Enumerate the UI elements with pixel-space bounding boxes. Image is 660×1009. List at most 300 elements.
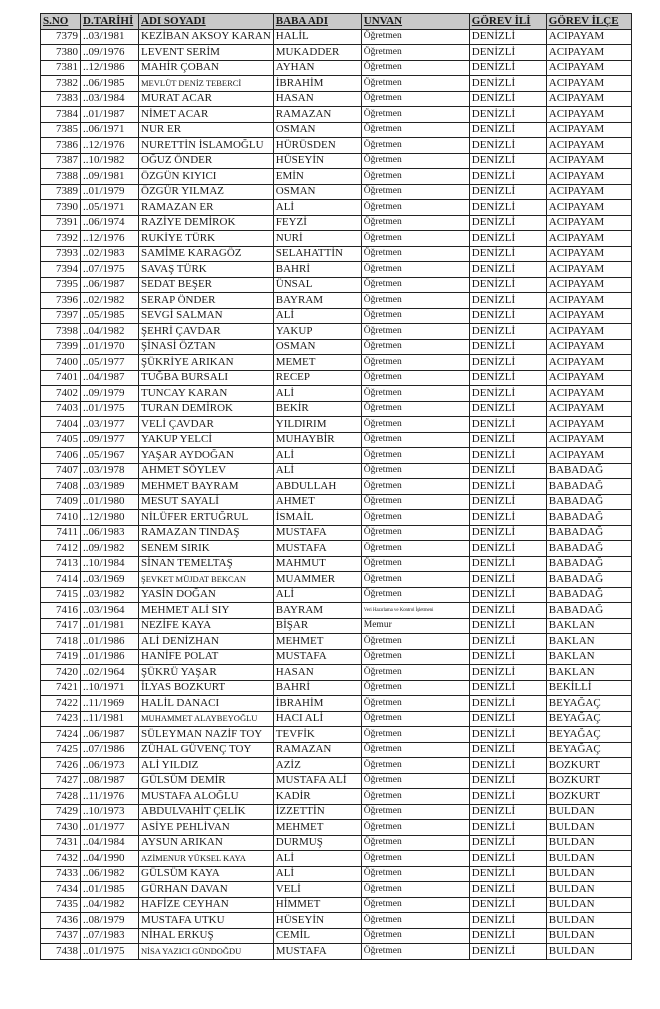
- cell-gorev-ili: DENİZLİ: [469, 804, 546, 820]
- cell-unvan: Öğretmen: [361, 200, 469, 216]
- cell-gorev-ili: DENİZLİ: [469, 138, 546, 154]
- table-row: [41, 45, 632, 61]
- cell-baba-adi: AHMET: [273, 494, 361, 510]
- cell-gorev-ilce: ACIPAYAM: [546, 432, 631, 448]
- cell-gorev-ili: DENİZLİ: [469, 386, 546, 402]
- cell-adi-soyadi: MEVLÜT DENİZ TEBERCİ: [139, 76, 274, 92]
- cell-unvan: Öğretmen: [361, 386, 469, 402]
- cell-gorev-ili: DENİZLİ: [469, 107, 546, 123]
- cell-baba-adi: MUSTAFA: [273, 944, 361, 960]
- cell-unvan: Öğretmen: [361, 587, 469, 603]
- cell-gorev-ilce: ACIPAYAM: [546, 200, 631, 216]
- cell-gorev-ili: DENİZLİ: [469, 308, 546, 324]
- table-row: [41, 308, 632, 324]
- cell-baba-adi: MUSTAFA: [273, 649, 361, 665]
- cell-dogum-tarihi: ..03/1981: [81, 29, 139, 45]
- cell-baba-adi: RAMAZAN: [273, 107, 361, 123]
- cell-baba-adi: SELAHATTİN: [273, 246, 361, 262]
- cell-gorev-ili: DENİZLİ: [469, 820, 546, 836]
- cell-baba-adi: FEYZİ: [273, 215, 361, 231]
- header-gorev-ilce: GÖREV İLÇE: [546, 14, 631, 30]
- cell-adi-soyadi: YASİN DOĞAN: [139, 587, 274, 603]
- cell-baba-adi: VELİ: [273, 882, 361, 898]
- cell-dogum-tarihi: ..12/1976: [81, 138, 139, 154]
- cell-sno: 7401: [41, 370, 81, 386]
- cell-baba-adi: ALİ: [273, 200, 361, 216]
- cell-adi-soyadi: NEZİFE KAYA: [139, 618, 274, 634]
- cell-adi-soyadi: RAMAZAN ER: [139, 200, 274, 216]
- cell-gorev-ilce: BEYAĞAÇ: [546, 742, 631, 758]
- cell-baba-adi: HASAN: [273, 665, 361, 681]
- cell-gorev-ili: DENİZLİ: [469, 122, 546, 138]
- cell-gorev-ili: DENİZLİ: [469, 634, 546, 650]
- cell-gorev-ili: DENİZLİ: [469, 696, 546, 712]
- cell-sno: 7409: [41, 494, 81, 510]
- cell-gorev-ili: DENİZLİ: [469, 153, 546, 169]
- cell-baba-adi: RAMAZAN: [273, 742, 361, 758]
- cell-baba-adi: MEHMET: [273, 820, 361, 836]
- cell-gorev-ilce: ACIPAYAM: [546, 107, 631, 123]
- cell-sno: 7388: [41, 169, 81, 185]
- cell-gorev-ilce: BULDAN: [546, 928, 631, 944]
- cell-sno: 7406: [41, 448, 81, 464]
- cell-unvan: Öğretmen: [361, 184, 469, 200]
- cell-gorev-ili: DENİZLİ: [469, 91, 546, 107]
- cell-gorev-ilce: BEYAĞAÇ: [546, 727, 631, 743]
- cell-gorev-ili: DENİZLİ: [469, 680, 546, 696]
- cell-unvan: Öğretmen: [361, 665, 469, 681]
- table-row: [41, 277, 632, 293]
- cell-dogum-tarihi: ..10/1984: [81, 556, 139, 572]
- cell-dogum-tarihi: ..09/1982: [81, 541, 139, 557]
- table-row: [41, 634, 632, 650]
- cell-dogum-tarihi: ..01/1987: [81, 107, 139, 123]
- cell-baba-adi: İSMAİL: [273, 510, 361, 526]
- cell-gorev-ili: DENİZLİ: [469, 60, 546, 76]
- cell-adi-soyadi: TURAN DEMİROK: [139, 401, 274, 417]
- cell-dogum-tarihi: ..11/1981: [81, 711, 139, 727]
- cell-sno: 7434: [41, 882, 81, 898]
- table-row: [41, 711, 632, 727]
- table-row: [41, 324, 632, 340]
- cell-unvan: Öğretmen: [361, 820, 469, 836]
- cell-unvan: Öğretmen: [361, 479, 469, 495]
- table-row: [41, 603, 632, 619]
- cell-adi-soyadi: MUHAMMET ALAYBEYOĞLU: [139, 711, 274, 727]
- cell-sno: 7391: [41, 215, 81, 231]
- cell-gorev-ilce: ACIPAYAM: [546, 29, 631, 45]
- cell-gorev-ili: DENİZLİ: [469, 277, 546, 293]
- cell-gorev-ilce: BEYAĞAÇ: [546, 711, 631, 727]
- cell-unvan: Öğretmen: [361, 773, 469, 789]
- cell-gorev-ili: DENİZLİ: [469, 789, 546, 805]
- cell-unvan: Öğretmen: [361, 76, 469, 92]
- cell-adi-soyadi: ALİ DENİZHAN: [139, 634, 274, 650]
- table-row: [41, 169, 632, 185]
- cell-baba-adi: BAYRAM: [273, 293, 361, 309]
- cell-dogum-tarihi: ..09/1979: [81, 386, 139, 402]
- cell-sno: 7404: [41, 417, 81, 433]
- cell-baba-adi: ALİ: [273, 308, 361, 324]
- cell-baba-adi: RECEP: [273, 370, 361, 386]
- cell-baba-adi: ALİ: [273, 463, 361, 479]
- cell-dogum-tarihi: ..06/1982: [81, 866, 139, 882]
- cell-unvan: Öğretmen: [361, 231, 469, 247]
- cell-baba-adi: HASAN: [273, 91, 361, 107]
- cell-gorev-ilce: BULDAN: [546, 944, 631, 960]
- cell-gorev-ilce: BABADAĞ: [546, 541, 631, 557]
- cell-gorev-ilce: BULDAN: [546, 866, 631, 882]
- cell-gorev-ili: DENİZLİ: [469, 29, 546, 45]
- cell-dogum-tarihi: ..06/1974: [81, 215, 139, 231]
- table-row: [41, 29, 632, 45]
- cell-unvan: Öğretmen: [361, 370, 469, 386]
- cell-unvan: Öğretmen: [361, 928, 469, 944]
- cell-unvan: Öğretmen: [361, 525, 469, 541]
- header-gorev-ili: GÖREV İLİ: [469, 14, 546, 30]
- cell-gorev-ilce: BABADAĞ: [546, 494, 631, 510]
- cell-sno: 7411: [41, 525, 81, 541]
- cell-gorev-ili: DENİZLİ: [469, 510, 546, 526]
- cell-dogum-tarihi: ..04/1987: [81, 370, 139, 386]
- cell-unvan: Öğretmen: [361, 417, 469, 433]
- cell-adi-soyadi: GÜLSÜM DEMİR: [139, 773, 274, 789]
- cell-dogum-tarihi: ..03/1978: [81, 463, 139, 479]
- cell-sno: 7410: [41, 510, 81, 526]
- cell-adi-soyadi: SÜLEYMAN NAZİF TOY: [139, 727, 274, 743]
- cell-baba-adi: İBRAHİM: [273, 76, 361, 92]
- cell-gorev-ilce: ACIPAYAM: [546, 401, 631, 417]
- cell-gorev-ilce: ACIPAYAM: [546, 324, 631, 340]
- cell-gorev-ilce: BOZKURT: [546, 758, 631, 774]
- cell-unvan: Öğretmen: [361, 804, 469, 820]
- cell-sno: 7402: [41, 386, 81, 402]
- cell-adi-soyadi: ASİYE PEHLİVAN: [139, 820, 274, 836]
- cell-sno: 7414: [41, 572, 81, 588]
- cell-dogum-tarihi: ..03/1969: [81, 572, 139, 588]
- cell-adi-soyadi: ZÜHAL GÜVENÇ TOY: [139, 742, 274, 758]
- cell-sno: 7399: [41, 339, 81, 355]
- cell-sno: 7380: [41, 45, 81, 61]
- table-row: [41, 742, 632, 758]
- table-row: [41, 200, 632, 216]
- table-row: [41, 835, 632, 851]
- cell-gorev-ili: DENİZLİ: [469, 665, 546, 681]
- cell-unvan: Öğretmen: [361, 696, 469, 712]
- cell-unvan: Öğretmen: [361, 463, 469, 479]
- table-row: [41, 448, 632, 464]
- cell-dogum-tarihi: ..01/1970: [81, 339, 139, 355]
- cell-unvan: Öğretmen: [361, 882, 469, 898]
- cell-adi-soyadi: ÖZGÜR YILMAZ: [139, 184, 274, 200]
- table-row: [41, 231, 632, 247]
- cell-adi-soyadi: RUKİYE TÜRK: [139, 231, 274, 247]
- table-row: [41, 944, 632, 960]
- cell-gorev-ili: DENİZLİ: [469, 882, 546, 898]
- cell-sno: 7431: [41, 835, 81, 851]
- cell-adi-soyadi: SİNAN TEMELTAŞ: [139, 556, 274, 572]
- cell-dogum-tarihi: ..01/1979: [81, 184, 139, 200]
- cell-baba-adi: HÜSEYİN: [273, 913, 361, 929]
- table-row: [41, 401, 632, 417]
- cell-dogum-tarihi: ..12/1980: [81, 510, 139, 526]
- cell-adi-soyadi: MUSTAFA ALOĞLU: [139, 789, 274, 805]
- cell-unvan: Öğretmen: [361, 262, 469, 278]
- cell-gorev-ili: DENİZLİ: [469, 587, 546, 603]
- cell-gorev-ilce: BABADAĞ: [546, 572, 631, 588]
- cell-baba-adi: ÜNSAL: [273, 277, 361, 293]
- cell-gorev-ilce: BOZKURT: [546, 773, 631, 789]
- cell-gorev-ilce: ACIPAYAM: [546, 91, 631, 107]
- table-row: [41, 339, 632, 355]
- cell-gorev-ilce: ACIPAYAM: [546, 231, 631, 247]
- cell-gorev-ilce: ACIPAYAM: [546, 370, 631, 386]
- cell-unvan: Öğretmen: [361, 215, 469, 231]
- cell-gorev-ili: DENİZLİ: [469, 45, 546, 61]
- cell-gorev-ilce: ACIPAYAM: [546, 122, 631, 138]
- cell-dogum-tarihi: ..01/1986: [81, 649, 139, 665]
- table-row: [41, 91, 632, 107]
- cell-gorev-ili: DENİZLİ: [469, 758, 546, 774]
- cell-sno: 7405: [41, 432, 81, 448]
- table-row: [41, 556, 632, 572]
- cell-unvan: Öğretmen: [361, 355, 469, 371]
- cell-gorev-ili: DENİZLİ: [469, 866, 546, 882]
- cell-gorev-ili: DENİZLİ: [469, 494, 546, 510]
- table-row: [41, 432, 632, 448]
- cell-adi-soyadi: AHMET SÖYLEV: [139, 463, 274, 479]
- cell-dogum-tarihi: ..02/1982: [81, 293, 139, 309]
- cell-dogum-tarihi: ..04/1982: [81, 324, 139, 340]
- cell-dogum-tarihi: ..06/1971: [81, 122, 139, 138]
- cell-baba-adi: MEMET: [273, 355, 361, 371]
- cell-dogum-tarihi: ..07/1986: [81, 742, 139, 758]
- cell-unvan: Öğretmen: [361, 649, 469, 665]
- cell-gorev-ilce: BAKLAN: [546, 665, 631, 681]
- cell-unvan: Öğretmen: [361, 308, 469, 324]
- cell-baba-adi: MUSTAFA: [273, 541, 361, 557]
- cell-adi-soyadi: ÖZGÜN KIYICI: [139, 169, 274, 185]
- cell-baba-adi: MUSTAFA: [273, 525, 361, 541]
- cell-dogum-tarihi: ..04/1990: [81, 851, 139, 867]
- cell-sno: 7421: [41, 680, 81, 696]
- cell-unvan: Öğretmen: [361, 510, 469, 526]
- cell-sno: 7438: [41, 944, 81, 960]
- cell-baba-adi: HİMMET: [273, 897, 361, 913]
- cell-gorev-ilce: ACIPAYAM: [546, 339, 631, 355]
- cell-baba-adi: OSMAN: [273, 184, 361, 200]
- cell-dogum-tarihi: ..07/1983: [81, 928, 139, 944]
- cell-sno: 7436: [41, 913, 81, 929]
- cell-unvan: Öğretmen: [361, 91, 469, 107]
- cell-sno: 7422: [41, 696, 81, 712]
- cell-adi-soyadi: MESUT SAYALİ: [139, 494, 274, 510]
- cell-gorev-ili: DENİZLİ: [469, 944, 546, 960]
- cell-baba-adi: BAYRAM: [273, 603, 361, 619]
- cell-adi-soyadi: MEHMET ALİ SIY: [139, 603, 274, 619]
- cell-dogum-tarihi: ..04/1984: [81, 835, 139, 851]
- cell-gorev-ilce: BABADAĞ: [546, 587, 631, 603]
- cell-baba-adi: BAHRİ: [273, 680, 361, 696]
- cell-adi-soyadi: ALİ YILDIZ: [139, 758, 274, 774]
- cell-unvan: Öğretmen: [361, 246, 469, 262]
- cell-adi-soyadi: HALİL DANACI: [139, 696, 274, 712]
- cell-baba-adi: MAHMUT: [273, 556, 361, 572]
- cell-dogum-tarihi: ..01/1977: [81, 820, 139, 836]
- cell-sno: 7424: [41, 727, 81, 743]
- cell-gorev-ili: DENİZLİ: [469, 618, 546, 634]
- table-row: [41, 386, 632, 402]
- cell-gorev-ili: DENİZLİ: [469, 835, 546, 851]
- table-row: [41, 928, 632, 944]
- table-row: [41, 680, 632, 696]
- cell-sno: 7413: [41, 556, 81, 572]
- cell-gorev-ili: DENİZLİ: [469, 401, 546, 417]
- cell-gorev-ilce: BULDAN: [546, 851, 631, 867]
- cell-sno: 7426: [41, 758, 81, 774]
- cell-baba-adi: KADİR: [273, 789, 361, 805]
- cell-unvan: Öğretmen: [361, 711, 469, 727]
- cell-gorev-ilce: BABADAĞ: [546, 479, 631, 495]
- table-row: [41, 727, 632, 743]
- cell-gorev-ili: DENİZLİ: [469, 897, 546, 913]
- cell-gorev-ilce: ACIPAYAM: [546, 169, 631, 185]
- cell-unvan: Öğretmen: [361, 572, 469, 588]
- cell-gorev-ili: DENİZLİ: [469, 572, 546, 588]
- cell-gorev-ili: DENİZLİ: [469, 184, 546, 200]
- cell-gorev-ilce: BULDAN: [546, 835, 631, 851]
- cell-gorev-ili: DENİZLİ: [469, 727, 546, 743]
- cell-sno: 7379: [41, 29, 81, 45]
- cell-dogum-tarihi: ..05/1977: [81, 355, 139, 371]
- cell-sno: 7400: [41, 355, 81, 371]
- table-row: [41, 355, 632, 371]
- cell-gorev-ili: DENİZLİ: [469, 928, 546, 944]
- cell-dogum-tarihi: ..04/1982: [81, 897, 139, 913]
- cell-sno: 7393: [41, 246, 81, 262]
- cell-baba-adi: MUAMMER: [273, 572, 361, 588]
- cell-sno: 7429: [41, 804, 81, 820]
- cell-gorev-ilce: ACIPAYAM: [546, 45, 631, 61]
- cell-adi-soyadi: KEZİBAN AKSOY KARAN: [139, 29, 274, 45]
- cell-adi-soyadi: NURETTİN İSLAMOĞLU: [139, 138, 274, 154]
- cell-baba-adi: ALİ: [273, 866, 361, 882]
- cell-dogum-tarihi: ..02/1964: [81, 665, 139, 681]
- cell-unvan: Öğretmen: [361, 727, 469, 743]
- cell-unvan: Öğretmen: [361, 835, 469, 851]
- cell-sno: 7398: [41, 324, 81, 340]
- cell-gorev-ilce: ACIPAYAM: [546, 153, 631, 169]
- table-row: [41, 184, 632, 200]
- cell-dogum-tarihi: ..02/1983: [81, 246, 139, 262]
- cell-dogum-tarihi: ..07/1975: [81, 262, 139, 278]
- cell-dogum-tarihi: ..05/1967: [81, 448, 139, 464]
- cell-gorev-ilce: BABADAĞ: [546, 463, 631, 479]
- cell-baba-adi: MEHMET: [273, 634, 361, 650]
- cell-gorev-ilce: ACIPAYAM: [546, 355, 631, 371]
- cell-baba-adi: HÜRÜSDEN: [273, 138, 361, 154]
- cell-gorev-ili: DENİZLİ: [469, 324, 546, 340]
- cell-dogum-tarihi: ..09/1981: [81, 169, 139, 185]
- table-row: [41, 60, 632, 76]
- cell-sno: 7387: [41, 153, 81, 169]
- table-row: [41, 789, 632, 805]
- cell-gorev-ili: DENİZLİ: [469, 432, 546, 448]
- cell-unvan: Öğretmen: [361, 680, 469, 696]
- cell-adi-soyadi: SEVGİ SALMAN: [139, 308, 274, 324]
- cell-dogum-tarihi: ..12/1976: [81, 231, 139, 247]
- cell-gorev-ilce: ACIPAYAM: [546, 138, 631, 154]
- table-row: [41, 153, 632, 169]
- cell-adi-soyadi: RAZİYE DEMİROK: [139, 215, 274, 231]
- cell-baba-adi: HÜSEYİN: [273, 153, 361, 169]
- cell-sno: 7386: [41, 138, 81, 154]
- cell-dogum-tarihi: ..10/1982: [81, 153, 139, 169]
- cell-sno: 7428: [41, 789, 81, 805]
- cell-dogum-tarihi: ..06/1973: [81, 758, 139, 774]
- cell-dogum-tarihi: ..11/1976: [81, 789, 139, 805]
- cell-dogum-tarihi: ..12/1986: [81, 60, 139, 76]
- cell-sno: 7390: [41, 200, 81, 216]
- cell-adi-soyadi: YAKUP YELCİ: [139, 432, 274, 448]
- cell-gorev-ilce: BULDAN: [546, 913, 631, 929]
- table-row: [41, 510, 632, 526]
- table-row: [41, 587, 632, 603]
- cell-gorev-ilce: ACIPAYAM: [546, 246, 631, 262]
- cell-gorev-ilce: BOZKURT: [546, 789, 631, 805]
- cell-sno: 7407: [41, 463, 81, 479]
- header-dtarihi: D.TARİHİ: [81, 14, 139, 30]
- cell-baba-adi: HACI ALİ: [273, 711, 361, 727]
- cell-unvan: Öğretmen: [361, 60, 469, 76]
- table-row: [41, 246, 632, 262]
- cell-sno: 7395: [41, 277, 81, 293]
- table-row: [41, 572, 632, 588]
- header-sno: S.NO: [41, 14, 81, 30]
- cell-gorev-ilce: ACIPAYAM: [546, 386, 631, 402]
- cell-sno: 7394: [41, 262, 81, 278]
- cell-adi-soyadi: VELİ ÇAVDAR: [139, 417, 274, 433]
- cell-adi-soyadi: ABDULVAHİT ÇELİK: [139, 804, 274, 820]
- cell-baba-adi: DURMUŞ: [273, 835, 361, 851]
- cell-unvan: Öğretmen: [361, 448, 469, 464]
- table-row: [41, 463, 632, 479]
- cell-unvan: Öğretmen: [361, 432, 469, 448]
- cell-gorev-ilce: ACIPAYAM: [546, 293, 631, 309]
- cell-sno: 7403: [41, 401, 81, 417]
- cell-adi-soyadi: MEHMET BAYRAM: [139, 479, 274, 495]
- cell-unvan: Öğretmen: [361, 944, 469, 960]
- cell-sno: 7419: [41, 649, 81, 665]
- cell-dogum-tarihi: ..01/1975: [81, 401, 139, 417]
- cell-gorev-ili: DENİZLİ: [469, 525, 546, 541]
- cell-adi-soyadi: ŞEVKET MÜJDAT BEKCAN: [139, 572, 274, 588]
- cell-gorev-ilce: BULDAN: [546, 882, 631, 898]
- cell-sno: 7383: [41, 91, 81, 107]
- cell-unvan: Öğretmen: [361, 897, 469, 913]
- cell-baba-adi: İZZETTİN: [273, 804, 361, 820]
- cell-baba-adi: BİŞAR: [273, 618, 361, 634]
- cell-dogum-tarihi: ..01/1986: [81, 634, 139, 650]
- table-row: [41, 913, 632, 929]
- cell-sno: 7425: [41, 742, 81, 758]
- cell-unvan: Veri Hazırlama ve Kontrol İşletmeni: [361, 603, 469, 619]
- cell-adi-soyadi: ŞÜKRÜ YAŞAR: [139, 665, 274, 681]
- cell-unvan: Öğretmen: [361, 138, 469, 154]
- cell-baba-adi: OSMAN: [273, 339, 361, 355]
- cell-unvan: Öğretmen: [361, 494, 469, 510]
- cell-sno: 7384: [41, 107, 81, 123]
